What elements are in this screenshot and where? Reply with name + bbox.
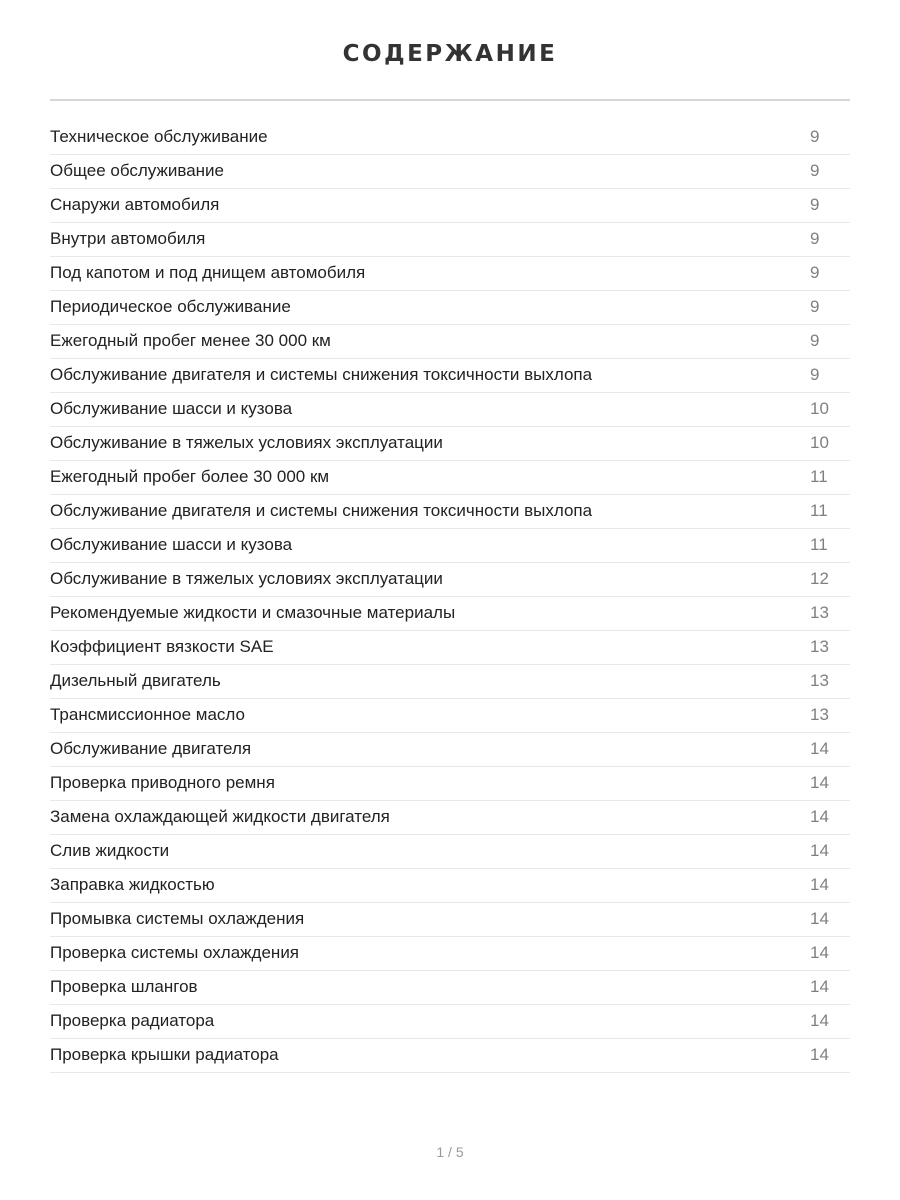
toc-entry[interactable] bbox=[50, 1039, 850, 1073]
toc-entry-page: 12 bbox=[810, 569, 829, 588]
toc-entry-title: Дизельный двигатель bbox=[50, 671, 221, 690]
toc-entry[interactable] bbox=[50, 835, 850, 869]
toc-entry[interactable] bbox=[50, 189, 850, 223]
toc-entry-title: Общее обслуживание bbox=[50, 161, 225, 180]
toc-entry-page: 10 bbox=[810, 399, 829, 418]
toc-entry[interactable] bbox=[50, 937, 850, 971]
toc-entry[interactable] bbox=[50, 733, 850, 767]
toc-entry-page: 11 bbox=[810, 467, 828, 486]
toc-entry-title: Ежегодный пробег менее 30 000 км bbox=[50, 331, 331, 350]
title-divider bbox=[50, 99, 850, 101]
toc-entry[interactable] bbox=[50, 801, 850, 835]
toc-entry[interactable] bbox=[50, 461, 850, 495]
toc-entry-title: Заправка жидкостью bbox=[50, 875, 215, 894]
toc-entry-title: Проверка крышки радиатора bbox=[50, 1045, 279, 1064]
toc-entry[interactable] bbox=[50, 869, 850, 903]
toc-entry-page: 9 bbox=[810, 127, 820, 146]
toc-entry-page: 14 bbox=[810, 841, 829, 860]
toc-entry-page: 11 bbox=[810, 535, 828, 554]
toc-entry[interactable] bbox=[50, 903, 850, 937]
toc-entry-title: Замена охлаждающей жидкости двигателя bbox=[50, 807, 390, 826]
toc-entry-title: Обслуживание шасси и кузова bbox=[50, 535, 293, 554]
toc-entry[interactable] bbox=[50, 665, 850, 699]
toc-entry-page: 14 bbox=[810, 977, 829, 996]
toc-entry-title: Обслуживание двигателя bbox=[50, 739, 252, 758]
toc-entry[interactable] bbox=[50, 971, 850, 1005]
toc-entry-page: 14 bbox=[810, 943, 829, 962]
toc-entry-title: Снаружи автомобиля bbox=[50, 195, 220, 214]
toc-entry-page: 14 bbox=[810, 807, 829, 826]
toc-entry-title: Под капотом и под днищем автомобиля bbox=[50, 263, 366, 282]
toc-entry[interactable] bbox=[50, 1005, 850, 1039]
toc-entry[interactable] bbox=[50, 325, 850, 359]
toc-entry-title: Промывка системы охлаждения bbox=[50, 909, 305, 928]
toc-entry[interactable] bbox=[50, 563, 850, 597]
toc-entry-title: Обслуживание в тяжелых условиях эксплуатации bbox=[50, 569, 443, 588]
toc-entry-page: 14 bbox=[810, 875, 829, 894]
toc-entry-page: 9 bbox=[810, 263, 820, 282]
toc-entry-title: Проверка приводного ремня bbox=[50, 773, 275, 792]
toc-entry[interactable] bbox=[50, 699, 850, 733]
toc-entry[interactable] bbox=[50, 597, 850, 631]
toc-entry[interactable] bbox=[50, 767, 850, 801]
toc-entry-page: 9 bbox=[810, 297, 820, 316]
toc-entry-title: Техническое обслуживание bbox=[50, 127, 268, 146]
toc-entry-page: 14 bbox=[810, 909, 829, 928]
toc-entry[interactable] bbox=[50, 495, 850, 529]
toc-entry-title: Проверка шлангов bbox=[50, 977, 198, 996]
toc-entry-title: Рекомендуемые жидкости и смазочные материалы bbox=[50, 603, 456, 622]
toc-entry[interactable] bbox=[50, 529, 850, 563]
toc-entry-page: 9 bbox=[810, 195, 820, 214]
toc-entry-title: Обслуживание двигателя и системы снижения токсичности выхлопа bbox=[50, 365, 593, 384]
toc-entry-page: 14 bbox=[810, 773, 829, 792]
toc-entry-title: Обслуживание шасси и кузова bbox=[50, 399, 293, 418]
page-title: СОДЕРЖАНИЕ bbox=[342, 41, 558, 67]
toc-entry-title: Трансмиссионное масло bbox=[50, 705, 245, 724]
toc-entry[interactable] bbox=[50, 223, 850, 257]
toc-entry-title: Внутри автомобиля bbox=[50, 229, 206, 248]
page-indicator: 1 / 5 bbox=[436, 1144, 464, 1160]
toc-entry-title: Проверка радиатора bbox=[50, 1011, 215, 1030]
toc-entry[interactable] bbox=[50, 121, 850, 155]
toc-entry-page: 9 bbox=[810, 331, 820, 350]
toc-entry-page: 9 bbox=[810, 161, 820, 180]
toc-entry-title: Обслуживание в тяжелых условиях эксплуатации bbox=[50, 433, 443, 452]
toc-entry-page: 11 bbox=[810, 501, 828, 520]
toc-entry-page: 13 bbox=[810, 637, 829, 656]
toc-entry-page: 14 bbox=[810, 1011, 829, 1030]
toc-entry-page: 13 bbox=[810, 671, 829, 690]
toc-entry-page: 14 bbox=[810, 1045, 829, 1064]
toc-entry[interactable] bbox=[50, 631, 850, 665]
toc-entry-title: Периодическое обслуживание bbox=[50, 297, 291, 316]
toc-entry[interactable] bbox=[50, 393, 850, 427]
toc-entry-page: 13 bbox=[810, 603, 829, 622]
toc-entry-title: Проверка системы охлаждения bbox=[50, 943, 300, 962]
toc-entry[interactable] bbox=[50, 359, 850, 393]
toc-entry-page: 13 bbox=[810, 705, 829, 724]
toc-entry-title: Обслуживание двигателя и системы снижения токсичности выхлопа bbox=[50, 501, 593, 520]
toc-entry-title: Ежегодный пробег более 30 000 км bbox=[50, 467, 330, 486]
toc-entry[interactable] bbox=[50, 155, 850, 189]
toc-entry[interactable] bbox=[50, 427, 850, 461]
toc-entry-page: 10 bbox=[810, 433, 829, 452]
toc-entry-title: Слив жидкости bbox=[50, 841, 170, 860]
toc-entry[interactable] bbox=[50, 291, 850, 325]
toc-entry-page: 14 bbox=[810, 739, 829, 758]
table-of-contents bbox=[50, 121, 850, 1073]
toc-entry-title: Коэффициент вязкости SAE bbox=[50, 637, 274, 656]
toc-entry-page: 9 bbox=[810, 365, 820, 384]
toc-entry[interactable] bbox=[50, 257, 850, 291]
toc-entry-page: 9 bbox=[810, 229, 820, 248]
